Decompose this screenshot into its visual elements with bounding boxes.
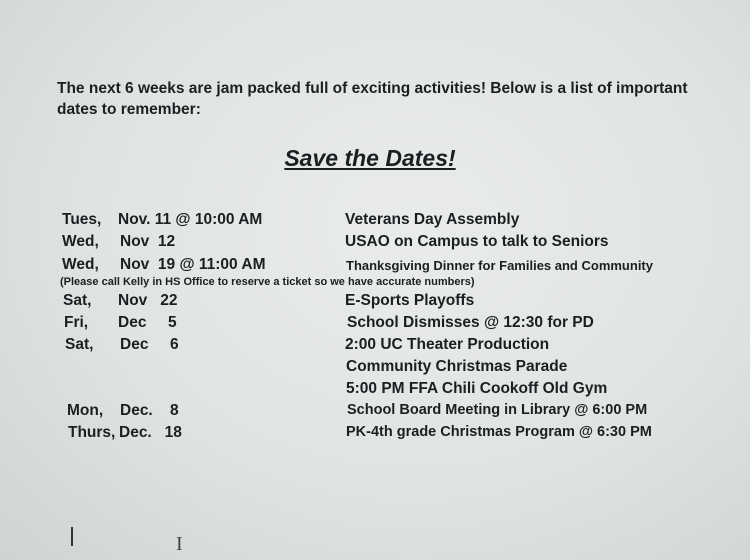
event-day: Wed, <box>62 233 99 250</box>
event-day: Wed, <box>62 256 99 273</box>
event-row <box>0 233 750 255</box>
page-heading: Save the Dates! <box>284 145 456 171</box>
event-row <box>0 402 750 424</box>
ibeam-cursor-icon: I <box>176 533 183 555</box>
event-title: E-Sports Playoffs <box>345 292 475 309</box>
event-day: Tues, <box>62 211 102 228</box>
event-title: School Dismisses @ 12:30 for PD <box>347 314 594 331</box>
ticket-note: (Please call Kelly in HS Office to reserve a ticket so we have accurate numbers) <box>60 276 475 288</box>
intro-paragraph: The next 6 weeks are jam packed full of exciting activities! Below is a list of important dates to remember: <box>57 80 688 118</box>
event-title: School Board Meeting in Library @ 6:00 PM <box>347 402 648 418</box>
event-day: Sat, <box>65 336 94 353</box>
event-row <box>0 256 750 278</box>
event-date: Nov. 11 @ 10:00 AM <box>118 211 263 228</box>
event-title: 2:00 UC Theater Production <box>345 336 550 353</box>
event-day: Thurs, <box>68 424 116 441</box>
event-date: Nov 12 <box>120 233 176 250</box>
event-row <box>0 314 750 336</box>
event-date: Nov 19 @ 11:00 AM <box>120 256 266 273</box>
event-day: Mon, <box>67 402 104 419</box>
event-row <box>0 424 750 446</box>
event-title: 5:00 PM FFA Chili Cookoff Old Gym <box>346 380 608 397</box>
event-date: Dec 5 <box>118 314 177 331</box>
event-row <box>0 380 750 402</box>
event-day: Sat, <box>63 292 92 309</box>
event-date: Nov 22 <box>118 292 178 309</box>
event-title: PK-4th grade Christmas Program @ 6:30 PM <box>346 424 652 440</box>
event-title: USAO on Campus to talk to Seniors <box>345 233 609 250</box>
event-date: Dec 6 <box>120 336 179 353</box>
event-title: Community Christmas Parade <box>346 358 568 375</box>
text-cursor[interactable] <box>71 527 73 546</box>
event-title: Veterans Day Assembly <box>345 211 520 228</box>
event-row <box>0 292 750 314</box>
event-date: Dec. 8 <box>120 402 179 419</box>
event-row <box>0 336 750 358</box>
event-day: Fri, <box>64 314 89 331</box>
event-date: Dec. 18 <box>119 424 182 441</box>
event-title: Thanksgiving Dinner for Families and Community <box>346 258 653 273</box>
event-row <box>0 358 750 380</box>
event-row <box>0 211 750 233</box>
